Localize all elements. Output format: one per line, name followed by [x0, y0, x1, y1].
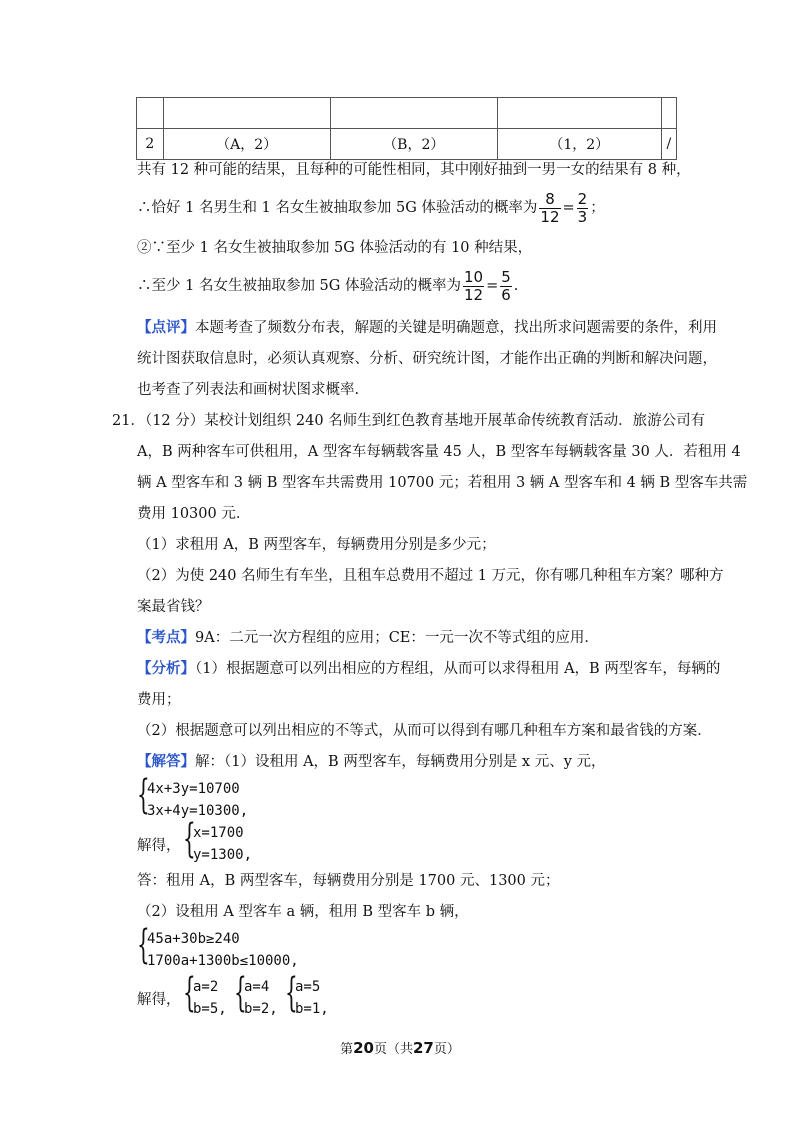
solution-line: [137, 752, 606, 772]
fraction: [500, 269, 512, 304]
sub-question-1: （1）求租用 A，B 两型客车，每辆费用分别是多少元；: [137, 537, 496, 553]
numerator: 10: [463, 267, 484, 286]
result-system-1: [183, 970, 227, 1020]
numerator: 5: [501, 267, 511, 286]
text-span: 9A：二元一次方程组的应用；CE：一元一次不等式组的应用．: [195, 630, 599, 646]
inequality: 1700a+1300b≤10000,: [147, 953, 299, 969]
brace-icon: {: [234, 970, 247, 1016]
fraction: [577, 191, 589, 226]
brace-icon: {: [183, 816, 196, 862]
text-span: 本题考查了频数分布表，解题的关键是明确题意，找出所求问题需要的条件，利用: [195, 320, 717, 336]
text-span: ∴恰好 1 名男生和 1 名女生被抽取参加 5G 体验活动的概率为: [137, 200, 538, 216]
text-span: ；: [590, 200, 605, 216]
page-footer: [0, 1038, 800, 1057]
table-cell: （1，2）: [497, 129, 661, 160]
fraction: [539, 191, 560, 226]
equation: a=4: [244, 979, 270, 995]
equals-sign: =: [486, 278, 499, 294]
outcome-table: [136, 97, 677, 160]
brace-icon: {: [137, 922, 150, 968]
equation: b=5,: [193, 1001, 227, 1017]
equation: 4x+3y=10700: [147, 781, 240, 797]
answer-line: 答：租用 A，B 两型客车，每辆费用分别是 1700 元、1300 元；: [137, 873, 560, 889]
denominator: 12: [463, 285, 484, 304]
text-span: 解：（1）设租用 A，B 两型客车，每辆费用分别是 x 元、y 元，: [195, 754, 606, 770]
text-span: 解得，: [137, 838, 181, 854]
result-system-3: [285, 970, 329, 1020]
text-line: 辆 A 型客车和 3 辆 B 型客车共需费用 10700 元；若租用 3 辆 A 型客车和 4 辆 B 型客车共需: [137, 475, 748, 491]
question-title: 21．（12 分）某校计划组织 240 名师生到红色教育基地开展革命传统教育活动．旅游公司有: [112, 413, 706, 429]
equation: a=2: [193, 979, 219, 995]
table-cell: [661, 98, 676, 129]
text-span: 解得，: [137, 992, 181, 1008]
text-line: 案最省钱？: [137, 599, 210, 615]
table-cell: 2: [137, 129, 164, 160]
equation: y=1300,: [193, 847, 253, 863]
text-span: ∴至少 1 名女生被抽取参加 5G 体验活动的概率为: [137, 278, 461, 294]
equation: 3x+4y=10300,: [147, 803, 249, 819]
page-total: 27: [413, 1039, 434, 1057]
table-cell: （A，2）: [163, 129, 330, 160]
table-cell: [137, 98, 164, 129]
denominator: 6: [501, 285, 511, 304]
text-line: 费用 10300 元．: [137, 506, 251, 522]
brace-icon: {: [137, 772, 150, 818]
text-line: ②∵至少 1 名女生被抽取参加 5G 体验活动的有 10 种结果，: [137, 240, 533, 256]
text-line: 共有 12 种可能的结果，且每种的可能性相同，其中刚好抽到一男一女的结果有 8 种，: [137, 162, 691, 178]
comment-line: [137, 318, 717, 338]
text-line: （2）设租用 A 型客车 a 辆，租用 B 型客车 b 辆，: [137, 904, 469, 920]
knowledge-point-line: [137, 628, 599, 648]
equation-system-2: [183, 816, 253, 866]
brace-icon: {: [285, 970, 298, 1016]
inequality-system: [137, 922, 299, 972]
fraction: [463, 269, 484, 304]
equals-sign: =: [562, 200, 575, 216]
text-span: （1）根据题意可以列出相应的方程组，从而可以求得租用 A，B 两型客车，每辆的: [195, 661, 721, 677]
solution-tag: 【解答】: [137, 753, 195, 770]
table-cell: [330, 98, 497, 129]
analysis-tag: 【分析】: [137, 660, 195, 677]
inequality: 45a+30b≥240: [147, 931, 240, 947]
text-span: .: [513, 278, 519, 294]
text-line: （2）根据题意可以列出相应的不等式，从而可以得到有哪几种租车方案和最省钱的方案．: [137, 723, 712, 739]
text-line: 统计图获取信息时，必须认真观察、分析、研究统计图，才能作出正确的判断和解决问题，: [137, 351, 717, 367]
table-cell: /: [661, 129, 676, 160]
page-number: 20: [353, 1039, 374, 1057]
equation: x=1700: [193, 825, 244, 841]
equation: a=5: [295, 979, 321, 995]
numerator: 8: [539, 191, 560, 209]
result-system-2: [234, 970, 278, 1020]
comment-tag: 【点评】: [137, 319, 195, 336]
text-line: 费用；: [137, 692, 181, 708]
equation: b=2,: [244, 1001, 278, 1017]
equation: b=1,: [295, 1001, 329, 1017]
text-span: 页）: [433, 1042, 460, 1057]
text-span: 第: [340, 1042, 354, 1057]
text-line: A，B 两种客车可供租用，A 型客车每辆载客量 45 人，B 型客车每辆载客量 30 人．若租用 4: [137, 444, 741, 460]
denominator: 12: [540, 207, 560, 226]
brace-icon: {: [183, 970, 196, 1016]
numerator: 2: [577, 189, 588, 208]
table-cell: [163, 98, 330, 129]
probability-line-2: [137, 268, 518, 304]
text-span: 页（共: [373, 1042, 413, 1057]
table-cell: [497, 98, 661, 129]
table-row: [137, 98, 677, 129]
denominator: 3: [577, 207, 588, 226]
probability-line-1: [137, 190, 605, 226]
table-row: [137, 129, 677, 160]
analysis-line: [137, 659, 720, 679]
knowledge-tag: 【考点】: [137, 629, 195, 646]
text-line: 也考查了列表法和画树状图求概率.: [137, 382, 360, 398]
table-cell: （B，2）: [330, 129, 497, 160]
sub-question-2: （2）为使 240 名师生有车坐，且租车总费用不超过 1 万元，你有哪几种租车方案？哪种方: [137, 568, 724, 584]
